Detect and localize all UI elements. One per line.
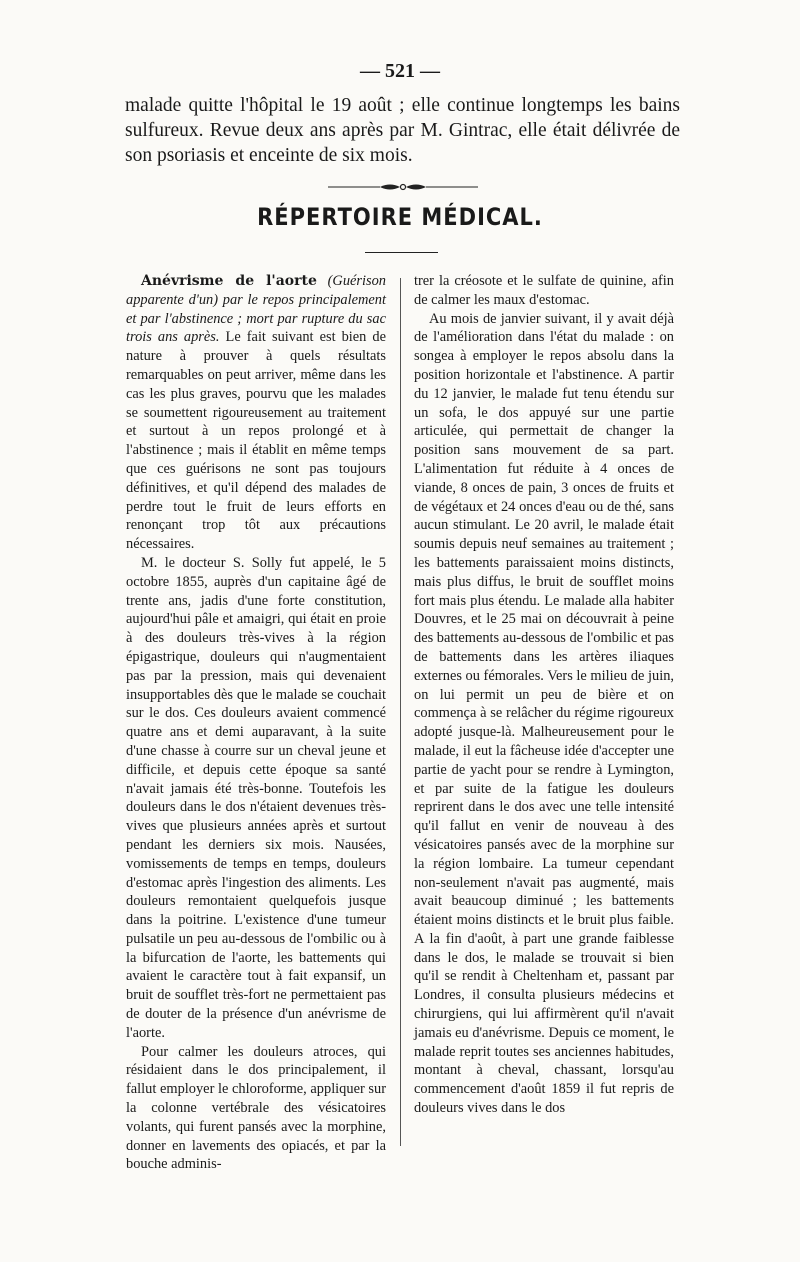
body-paragraph: Pour calmer les douleurs atroces, qui résidaient dans le dos principalement, il fallut employer le chloroforme, appliquer sur la colonne vertébrale des vésicatoires volants, qui furent pansés avec la morphine, donner en lavements des opiacés, et par la bouche adminis- [126, 1043, 386, 1173]
right-column [414, 272, 674, 1118]
ornament-divider [328, 180, 478, 194]
heading-rule [365, 252, 438, 253]
article-first-paragraph [126, 272, 386, 554]
body-paragraph-continued: trer la créosote et le sulfate de quinine, afin de calmer les maux d'estomac. [414, 273, 674, 308]
section-heading: RÉPERTOIRE MÉDICAL. [257, 203, 543, 231]
intro-paragraph: malade quitte l'hôpital le 19 août ; elle continue longtemps les bains sulfureux. Revue deux ans après par M. Gintrac, elle était délivrée de son psoriasis et enceinte de six mois. [125, 95, 680, 166]
body-paragraph: Le fait suivant est bien de nature à prouver à quels résultats remarquables on peut arriver, même dans les cas les plus graves, pourvu que les malades se soumettent rigoureusement au traitement et surtout à un repos prolongé et à l'abstinence ; mais il établit en même temps que ces guérisons ne sont pas toujours définitives, et qu'il dépend des malades de perdre tout le fruit de leurs efforts en renonçant trop tôt aux précautions nécessaires. [126, 329, 386, 553]
page-number: — 521 — [360, 60, 440, 82]
article-title: Anévrisme de l'aorte [141, 273, 317, 289]
body-paragraph: Au mois de janvier suivant, il y avait déjà de l'amélioration dans l'état du malade : on songea à employer le repos absolu dans la position horizontale et l'abstinence. A partir du 12 janvier, le malade fut tenu étendu sur un sofa, le dos appuyé sur une partie articulée, qui permettait de changer la position sans mouvement de sa part. L'alimentation fut réduite à 4 onces de viande, 8 onces de pain, 3 onces de fruits et de végétaux et 24 onces d'eau ou de thé, sans aucun stimulant. Le 20 avril, le malade était soumis depuis neuf semaines au traitement ; les battements paraissaient moins distincts, mais plus diffus, le bruit de soufflet moins fort mais plus étendu. Le malade alla habiter Douvres, et le 25 mai on découvrait à peine des battements au-dessous de l'ombilic et pas de battements dans les artères iliaques externes ou fémorales. Vers le milieu de juin, on lui permit un peu de bière et on commença à se relâcher du régime rigoureux adopté jusque-là. Malheureusement pour le malade, il eut la fâcheuse idée d'accepter une partie de yacht pour se rendre à Lymington, et par suite de la fatigue les douleurs reprirent dans le dos avec une telle intensité qu'il fallut en venir de nouveau à des vésicatoires pansés avec de la morphine sur la région lombaire. La tumeur cependant non-seulement n'avait pas augmenté, mais avait beaucoup diminué ; les battements étaient moins distincts et le bruit plus faible. A la fin d'août, à part une grande faiblesse dans le dos, le malade se trouvait si bien qu'il se rendit à Cheltenham et, passant par Londres, il consulta plusieurs médecins et chirurgiens, qui lui affirmèrent qu'il n'avait jamais eu d'anévrisme. Depuis ce moment, le malade reprit toutes ses anciennes habitudes, montant à cheval, chassant, lorsqu'au commencement d'août 1859 il fut repris de douleurs vives dans le dos [414, 310, 674, 1117]
column-divider [400, 278, 401, 1146]
article-subtitle: (Guérison apparente d'un) par le repos principalement et par l'abstinence ; mort par rupture du sac trois ans après. [126, 273, 386, 346]
body-paragraph: M. le docteur S. Solly fut appelé, le 5 octobre 1855, auprès d'un capitaine âgé de trente ans, jadis d'une forte constitution, aujourd'hui pâle et amaigri, qui était en proie à des douleurs très-vives à la région épigastrique, douleurs qui n'augmentaient pas par la pression, mais qui devenaient insupportables dès que le malade se couchait sur le dos. Ces douleurs avaient commencé quatre ans et demi auparavant, à la suite d'une chasse à courre sur un cheval jeune et difficile, et depuis cette époque sa santé n'avait jamais été très-bonne. Toutefois les douleurs dans le dos n'étaient devenues très-vives que plusieurs années après et surtout pendant les derniers six mois. Nausées, vomissements de temps en temps, douleurs d'estomac après l'ingestion des aliments. Les douleurs remontaient quelquefois jusque dans la poitrine. L'existence d'une tumeur pulsatile un peu au-dessous de l'ombilic ou à la bifurcation de l'aorte, les battements qui avaient le caractère tout à fait expansif, un bruit de soufflet très-fort ne permettaient pas de douter de la présence d'un anévrisme de l'aorte. [126, 554, 386, 1041]
left-column [126, 272, 386, 1174]
